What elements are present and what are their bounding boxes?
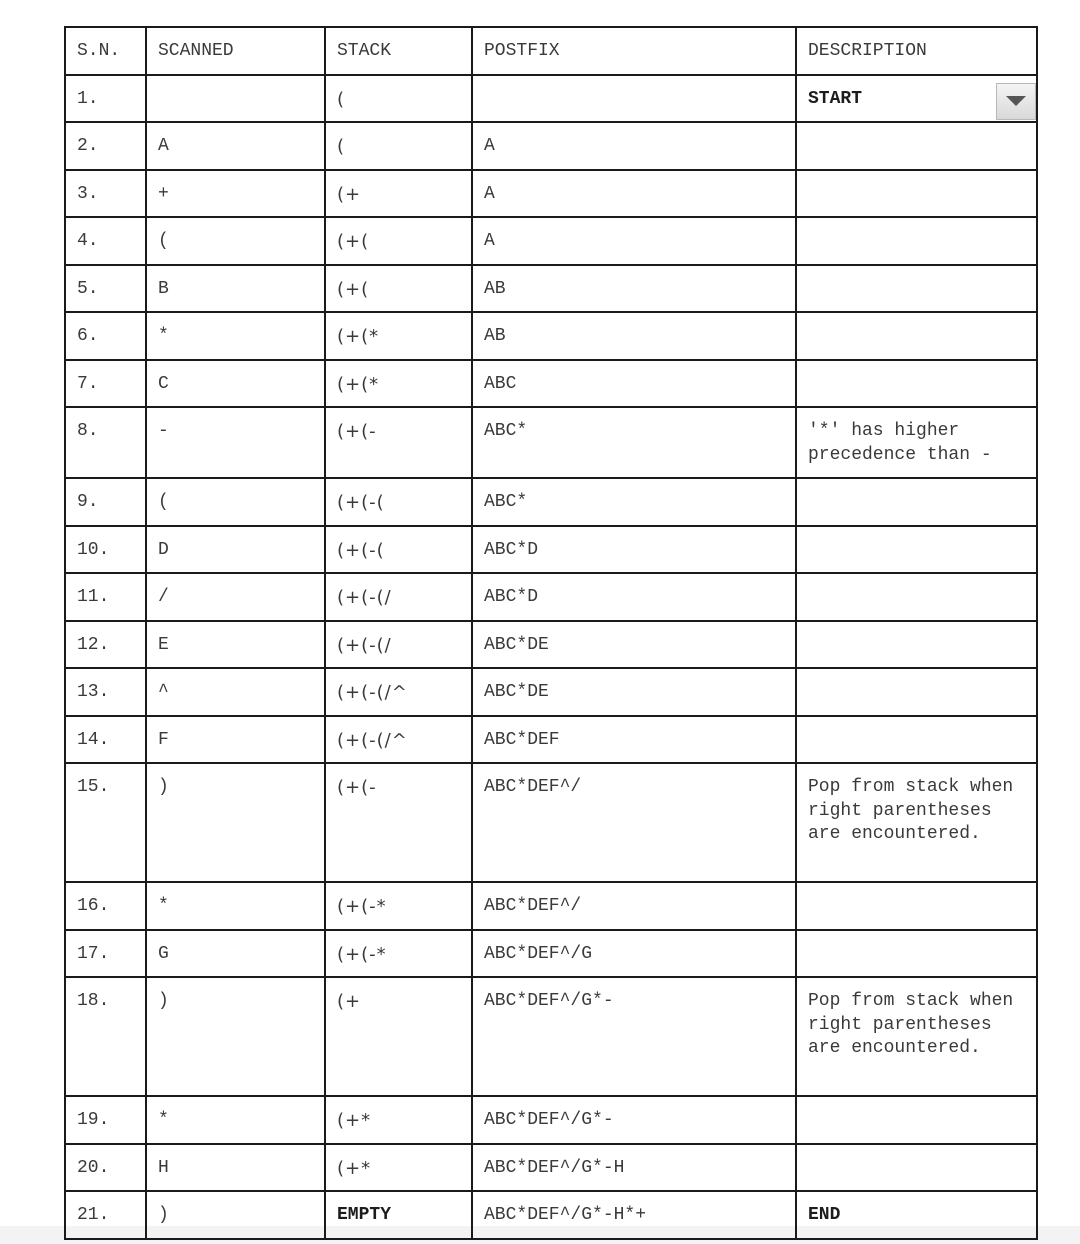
cell-scanned: ) bbox=[146, 763, 325, 882]
cell-scanned bbox=[146, 75, 325, 123]
cell-sn: 16. bbox=[65, 882, 146, 930]
table-row bbox=[65, 716, 1037, 764]
table-row bbox=[65, 312, 1037, 360]
cell-postfix: AB bbox=[472, 312, 796, 360]
cell-postfix: ABC*DEF^/G*-H bbox=[472, 1144, 796, 1192]
cell-stack: (+(-( bbox=[325, 478, 472, 526]
table-body bbox=[65, 75, 1037, 1239]
header-scanned: SCANNED bbox=[146, 27, 325, 75]
cell-scanned: E bbox=[146, 621, 325, 669]
cell-scanned: ( bbox=[146, 217, 325, 265]
cell-stack: (+(-* bbox=[325, 930, 472, 978]
cell-description bbox=[796, 526, 1037, 574]
cell-stack: (+(-(/^ bbox=[325, 668, 472, 716]
cell-stack: (+ bbox=[325, 170, 472, 218]
cell-description bbox=[796, 360, 1037, 408]
cell-stack: (+(-( bbox=[325, 526, 472, 574]
cell-sn: 13. bbox=[65, 668, 146, 716]
table-row bbox=[65, 75, 1037, 123]
cell-sn: 1. bbox=[65, 75, 146, 123]
cell-sn: 4. bbox=[65, 217, 146, 265]
cell-postfix: ABC*DEF^/G*-H*+ bbox=[472, 1191, 796, 1239]
table-row bbox=[65, 573, 1037, 621]
cell-stack: ( bbox=[325, 75, 472, 123]
cell-stack: (+( bbox=[325, 265, 472, 313]
cell-description bbox=[796, 1096, 1037, 1144]
header-description: DESCRIPTION bbox=[796, 27, 1037, 75]
cell-sn: 7. bbox=[65, 360, 146, 408]
cell-sn: 10. bbox=[65, 526, 146, 574]
cell-sn: 3. bbox=[65, 170, 146, 218]
cell-description bbox=[796, 716, 1037, 764]
cell-postfix: ABC*DEF^/G*- bbox=[472, 977, 796, 1096]
infix-to-postfix-table bbox=[64, 26, 1038, 1240]
cell-scanned: G bbox=[146, 930, 325, 978]
cell-scanned: H bbox=[146, 1144, 325, 1192]
cell-postfix: ABC* bbox=[472, 407, 796, 478]
cell-stack: (+(-* bbox=[325, 882, 472, 930]
cell-stack: (+ bbox=[325, 977, 472, 1096]
cell-description bbox=[796, 312, 1037, 360]
table-row bbox=[65, 122, 1037, 170]
cell-scanned: / bbox=[146, 573, 325, 621]
cell-stack: (+(* bbox=[325, 360, 472, 408]
table-row bbox=[65, 621, 1037, 669]
cell-postfix: ABC*DE bbox=[472, 621, 796, 669]
cell-description: Pop from stack when right parentheses are encountered. bbox=[796, 977, 1037, 1096]
table-row bbox=[65, 763, 1037, 882]
cell-postfix: A bbox=[472, 217, 796, 265]
cell-sn: 2. bbox=[65, 122, 146, 170]
table-row bbox=[65, 882, 1037, 930]
cell-description: END bbox=[796, 1191, 1037, 1239]
header-postfix: POSTFIX bbox=[472, 27, 796, 75]
cell-postfix: ABC*D bbox=[472, 526, 796, 574]
cell-stack: (+* bbox=[325, 1096, 472, 1144]
cell-stack: ( bbox=[325, 122, 472, 170]
cell-postfix: A bbox=[472, 122, 796, 170]
cell-stack: (+(-(/ bbox=[325, 573, 472, 621]
cell-description bbox=[796, 882, 1037, 930]
table-row bbox=[65, 1191, 1037, 1239]
table-row bbox=[65, 217, 1037, 265]
cell-scanned: * bbox=[146, 312, 325, 360]
table-row bbox=[65, 1096, 1037, 1144]
cell-description bbox=[796, 170, 1037, 218]
cell-scanned: - bbox=[146, 407, 325, 478]
table-row bbox=[65, 170, 1037, 218]
cell-stack: (+(- bbox=[325, 763, 472, 882]
table-row bbox=[65, 478, 1037, 526]
cell-scanned: D bbox=[146, 526, 325, 574]
header-sn: S.N. bbox=[65, 27, 146, 75]
table-row bbox=[65, 1144, 1037, 1192]
cell-description bbox=[796, 930, 1037, 978]
cell-postfix: ABC*DE bbox=[472, 668, 796, 716]
cell-postfix: ABC bbox=[472, 360, 796, 408]
cell-postfix: ABC*DEF^/ bbox=[472, 882, 796, 930]
cell-description bbox=[796, 668, 1037, 716]
cell-postfix: ABC*DEF^/G bbox=[472, 930, 796, 978]
cell-scanned: C bbox=[146, 360, 325, 408]
cell-sn: 6. bbox=[65, 312, 146, 360]
cell-scanned: ) bbox=[146, 1191, 325, 1239]
table-row bbox=[65, 526, 1037, 574]
cell-scanned: ^ bbox=[146, 668, 325, 716]
header-stack: STACK bbox=[325, 27, 472, 75]
chevron-down-icon bbox=[1006, 96, 1026, 106]
description-dropdown-button[interactable] bbox=[996, 83, 1036, 120]
cell-stack: (+(-(/^ bbox=[325, 716, 472, 764]
cell-postfix: ABC*D bbox=[472, 573, 796, 621]
cell-postfix: ABC*DEF bbox=[472, 716, 796, 764]
table-row bbox=[65, 930, 1037, 978]
cell-scanned: * bbox=[146, 1096, 325, 1144]
cell-scanned: ) bbox=[146, 977, 325, 1096]
cell-postfix: A bbox=[472, 170, 796, 218]
cell-scanned: F bbox=[146, 716, 325, 764]
cell-description: '*' has higher precedence than - bbox=[796, 407, 1037, 478]
cell-sn: 18. bbox=[65, 977, 146, 1096]
cell-description: START bbox=[796, 75, 1037, 123]
cell-scanned: * bbox=[146, 882, 325, 930]
cell-sn: 15. bbox=[65, 763, 146, 882]
cell-stack: EMPTY bbox=[325, 1191, 472, 1239]
table-row bbox=[65, 265, 1037, 313]
cell-sn: 12. bbox=[65, 621, 146, 669]
cell-postfix: ABC*DEF^/G*- bbox=[472, 1096, 796, 1144]
cell-sn: 17. bbox=[65, 930, 146, 978]
cell-postfix: ABC*DEF^/ bbox=[472, 763, 796, 882]
cell-sn: 19. bbox=[65, 1096, 146, 1144]
table-row bbox=[65, 977, 1037, 1096]
table-header-row bbox=[65, 27, 1037, 75]
cell-postfix: ABC* bbox=[472, 478, 796, 526]
cell-scanned: + bbox=[146, 170, 325, 218]
cell-description bbox=[796, 1144, 1037, 1192]
cell-description: Pop from stack when right parentheses are encountered. bbox=[796, 763, 1037, 882]
cell-stack: (+(-(/ bbox=[325, 621, 472, 669]
cell-scanned: ( bbox=[146, 478, 325, 526]
cell-sn: 21. bbox=[65, 1191, 146, 1239]
cell-stack: (+* bbox=[325, 1144, 472, 1192]
cell-stack: (+(* bbox=[325, 312, 472, 360]
cell-description bbox=[796, 122, 1037, 170]
cell-scanned: A bbox=[146, 122, 325, 170]
cell-scanned: B bbox=[146, 265, 325, 313]
table-row bbox=[65, 668, 1037, 716]
cell-sn: 5. bbox=[65, 265, 146, 313]
cell-sn: 11. bbox=[65, 573, 146, 621]
cell-description bbox=[796, 621, 1037, 669]
cell-stack: (+( bbox=[325, 217, 472, 265]
cell-sn: 9. bbox=[65, 478, 146, 526]
cell-description bbox=[796, 265, 1037, 313]
cell-description bbox=[796, 478, 1037, 526]
table-row bbox=[65, 407, 1037, 478]
cell-postfix bbox=[472, 75, 796, 123]
cell-sn: 14. bbox=[65, 716, 146, 764]
cell-description bbox=[796, 217, 1037, 265]
cell-stack: (+(- bbox=[325, 407, 472, 478]
cell-sn: 8. bbox=[65, 407, 146, 478]
cell-postfix: AB bbox=[472, 265, 796, 313]
cell-description bbox=[796, 573, 1037, 621]
cell-sn: 20. bbox=[65, 1144, 146, 1192]
table-row bbox=[65, 360, 1037, 408]
